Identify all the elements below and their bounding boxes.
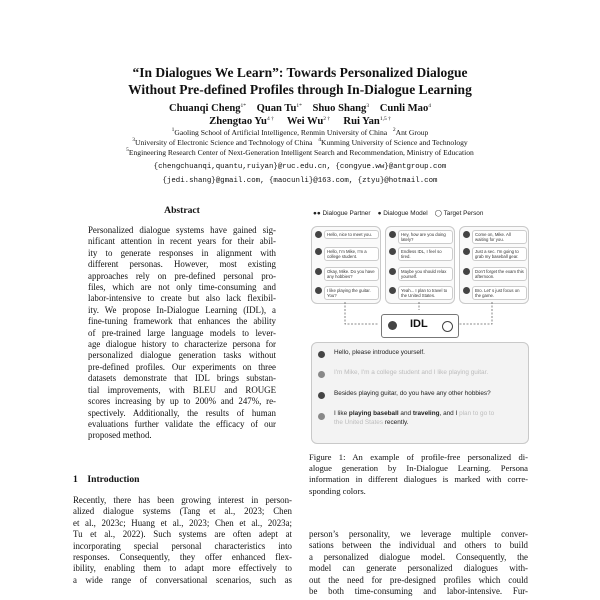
idl-label: IDL <box>410 318 428 330</box>
figure-legend: ●● Dialogue Partner ● Dialogue Model ◯ Target Person <box>313 210 484 217</box>
panel2-msg-3: Maybe you should relax yourself. <box>398 267 453 281</box>
affil-sup: 4 <box>318 137 321 143</box>
text-line: age dialogue history to characterize persona for <box>88 339 276 350</box>
text-line: a wide range of conversational scenarios, such as <box>73 574 292 585</box>
figure-1 <box>309 206 528 444</box>
chat-msg-4-faded2: the United States <box>334 419 384 426</box>
partner-avatar <box>463 268 470 275</box>
author-sup: 2 † <box>323 116 331 122</box>
text-line: approaches rely on pre-defined personal pro- <box>88 270 276 281</box>
text-line: fine-tuning framework that enhances the ability <box>88 316 276 327</box>
partner-avatar <box>315 268 322 275</box>
text-line: tial improvements, with BLEU and ROUGE <box>88 384 276 395</box>
author-name: Quan Tu <box>256 103 297 114</box>
intro-body <box>73 495 292 586</box>
author-sup: 4 † <box>266 116 274 122</box>
text-line: alized dialogue systems (Tang et al., 2023; Chen <box>73 506 292 517</box>
figure-caption <box>309 452 528 497</box>
target-avatar <box>315 287 322 294</box>
target-avatar <box>315 248 322 255</box>
text-line: et al., 2023c; Huang et al., 2023; Chen et al., 2023a; <box>73 517 292 528</box>
text-line: files, which are not only time-consuming and <box>88 282 276 293</box>
paper-title-line-2: Without Pre-defined Profiles through In-Dialogue Learning <box>128 82 472 97</box>
affil-text: University of Electronic Science and Technology of China <box>135 138 313 147</box>
text-line: of pre-trained large language models to lever- <box>88 327 276 338</box>
model-avatar <box>318 371 325 378</box>
text-line: different personas. However, most existing <box>88 259 276 270</box>
model-avatar <box>318 413 325 420</box>
idl-box <box>381 314 459 338</box>
affil-sup: 1 <box>171 127 175 133</box>
chat-msg-4-faded1: plan to go to <box>459 410 495 417</box>
dialogue-panel-1 <box>311 226 381 304</box>
text-line: ity to generate responses in alignment with <box>88 247 276 258</box>
chat-msg-4-part2: and <box>398 410 413 417</box>
text-line: scores increasing by up to 200% and 247%, re- <box>88 396 276 407</box>
panel2-msg-1: Hey, how are you doing lately? <box>398 230 453 244</box>
panel1-msg-3: Okay, Mike. Do you have any hobbies? <box>324 267 379 281</box>
legend-target: Target Person <box>443 210 484 217</box>
target-avatar <box>389 287 396 294</box>
text-line: personalized dialogue generation tasks without <box>88 350 276 361</box>
text-line: incorporating special personal characteristics into <box>73 540 292 551</box>
panel2-msg-2: Endless IDL, I feel so tired. <box>398 247 453 261</box>
chat-msg-4-end: recently. <box>383 419 409 426</box>
text-line: nificant attention in recent years for their abil- <box>88 236 276 247</box>
author-name: Wei Wu <box>286 116 324 127</box>
right-column-text <box>309 529 528 597</box>
affiliation-line-3 <box>0 146 600 158</box>
partner-avatar <box>318 392 325 399</box>
panel3-msg-4: Bro. Let' s just focus on the game. <box>472 286 527 300</box>
text-line: labor-intensive to create but also lack flexibil- <box>88 293 276 304</box>
intro-heading <box>73 474 139 485</box>
partner-avatar <box>463 231 470 238</box>
author-sup: 1* <box>296 103 302 109</box>
partner-avatar <box>315 231 322 238</box>
target-avatar <box>463 287 470 294</box>
author-name: Chuanqi Cheng <box>168 103 241 114</box>
dialogue-panel-3 <box>459 226 529 304</box>
author-sup: 4 <box>428 103 432 109</box>
chat-msg-2: I'm Mike, I'm a college student and I like playing guitar. <box>334 369 489 376</box>
text-line: ibility, enabling them to adapt more effectively to <box>73 563 292 574</box>
text-line: responses. Consequently, they offer enhanced flex- <box>73 552 292 563</box>
panel2-msg-4: Yeah... I plan to travel to the United States. <box>398 286 453 300</box>
partner-avatar <box>318 351 325 358</box>
intro-title: Introduction <box>87 474 140 485</box>
partner-avatar <box>389 268 396 275</box>
text-line: Personalized dialogue systems have gained sig- <box>88 225 276 235</box>
chat-msg-3: Besides playing guitar, do you have any other hobbies? <box>334 390 491 397</box>
author-sup: 1,5 † <box>379 116 391 122</box>
intro-number: 1 <box>73 474 78 485</box>
text-line: be both time-consuming and labor-intensive. Fur- <box>309 586 528 597</box>
panel1-msg-4: I like playing the guitar. You? <box>324 286 379 300</box>
panel3-msg-1: Come on, Mike. All waiting for you. <box>472 230 527 244</box>
panel3-msg-2: Just a sec. I'm going to grab my baseball gear. <box>472 247 527 261</box>
text-line: Recently, there has been growing interest in person- <box>73 495 292 505</box>
author-name: Zhengtao Yu <box>209 116 267 127</box>
author-sup: 1* <box>240 103 247 109</box>
text-line: datasets demonstrate that IDL brings substan- <box>88 373 276 384</box>
chat-msg-4-bold2: traveling <box>412 410 440 417</box>
text-line: sations between the individual and others to build <box>309 540 528 551</box>
legend-model: Dialogue Model <box>383 210 428 217</box>
affil-text: Kunming University of Science and Technology <box>320 138 468 147</box>
target-icon <box>442 321 453 332</box>
target-avatar <box>389 248 396 255</box>
chat-msg-4-bold1: playing baseball <box>348 410 399 417</box>
abstract-body <box>88 225 276 442</box>
text-line: pre-defined profiles. Our experiments on three <box>88 361 276 372</box>
legend-partner: Dialogue Partner <box>322 210 371 217</box>
partner-avatar <box>389 231 396 238</box>
chat-msg-4-part1: I like <box>334 410 349 417</box>
affil-sup: 2 <box>392 127 396 133</box>
text-line: evaluations further validate the efficacy of our <box>88 418 276 429</box>
text-line: proposed method. <box>88 430 152 441</box>
chat-msg-1: Hello, please introduce yourself. <box>334 349 425 356</box>
affil-sup: 5 <box>126 147 129 153</box>
text-line: sponding colors. <box>309 485 366 496</box>
author-name: Shuo Shang <box>312 103 367 114</box>
text-line: alogue generation by In-Dialogue Learning. Persona <box>309 463 528 474</box>
text-line: out the need for pre-designed profiles which could <box>309 574 528 585</box>
text-line: model can generate personalized dialogues with- <box>309 563 528 574</box>
text-line: information in different dialogues is marked with corre- <box>309 474 528 485</box>
affil-text: Engineering Research Center of Next-Generation Intelligent Search and Recommendation, Ministry of Education <box>128 148 474 157</box>
text-line: spectively. Additionally, the results of human <box>88 407 276 418</box>
panel3-msg-3: Don't forget the exam this afternoon. <box>472 267 527 281</box>
author-name: Rui Yan <box>343 116 380 127</box>
target-avatar <box>463 248 470 255</box>
affil-text: Gaoling School of Artificial Intelligence, Renmin University of China <box>174 128 388 137</box>
model-icon <box>388 321 397 330</box>
affil-sup: 3 <box>132 137 135 143</box>
chat-msg-4 <box>334 409 524 427</box>
emails-line-2: {jedi.shang}@gmail.com, {maocunli}@163.com, {ztyu}@hotmail.com <box>162 177 438 185</box>
dialogue-panel-2 <box>385 226 455 304</box>
affil-text: Ant Group <box>395 128 429 137</box>
chat-panel <box>311 342 529 444</box>
panel1-msg-1: Hello, nice to meet you. <box>324 230 379 239</box>
chat-msg-4-part3: , and I <box>439 410 460 417</box>
author-name: Cunli Mao <box>379 103 429 114</box>
paper-title-line-1: “In Dialogues We Learn”: Towards Personalized Dialogue <box>132 65 468 80</box>
text-line: Figure 1: An example of profile-free personalized di- <box>309 452 528 462</box>
text-line: ity. We propose In-Dialogue Learning (IDL), a <box>88 304 276 315</box>
author-sup: 3 <box>366 103 370 109</box>
text-line: Tu et al., 2022). Such systems are often adept at <box>73 529 292 540</box>
abstract-heading: Abstract <box>164 205 200 216</box>
text-line: a personalized dialogue model. Consequently, the <box>309 551 528 562</box>
emails-line-1: {chengchuanqi,quantu,ruiyan}@ruc.edu.cn, {congyue.ww}@antgroup.com <box>153 163 447 171</box>
text-line: person’s personality, we leverage multiple conver- <box>309 529 528 539</box>
panel1-msg-2: Hello, I'm Mike, I'm a college student. <box>324 247 379 261</box>
